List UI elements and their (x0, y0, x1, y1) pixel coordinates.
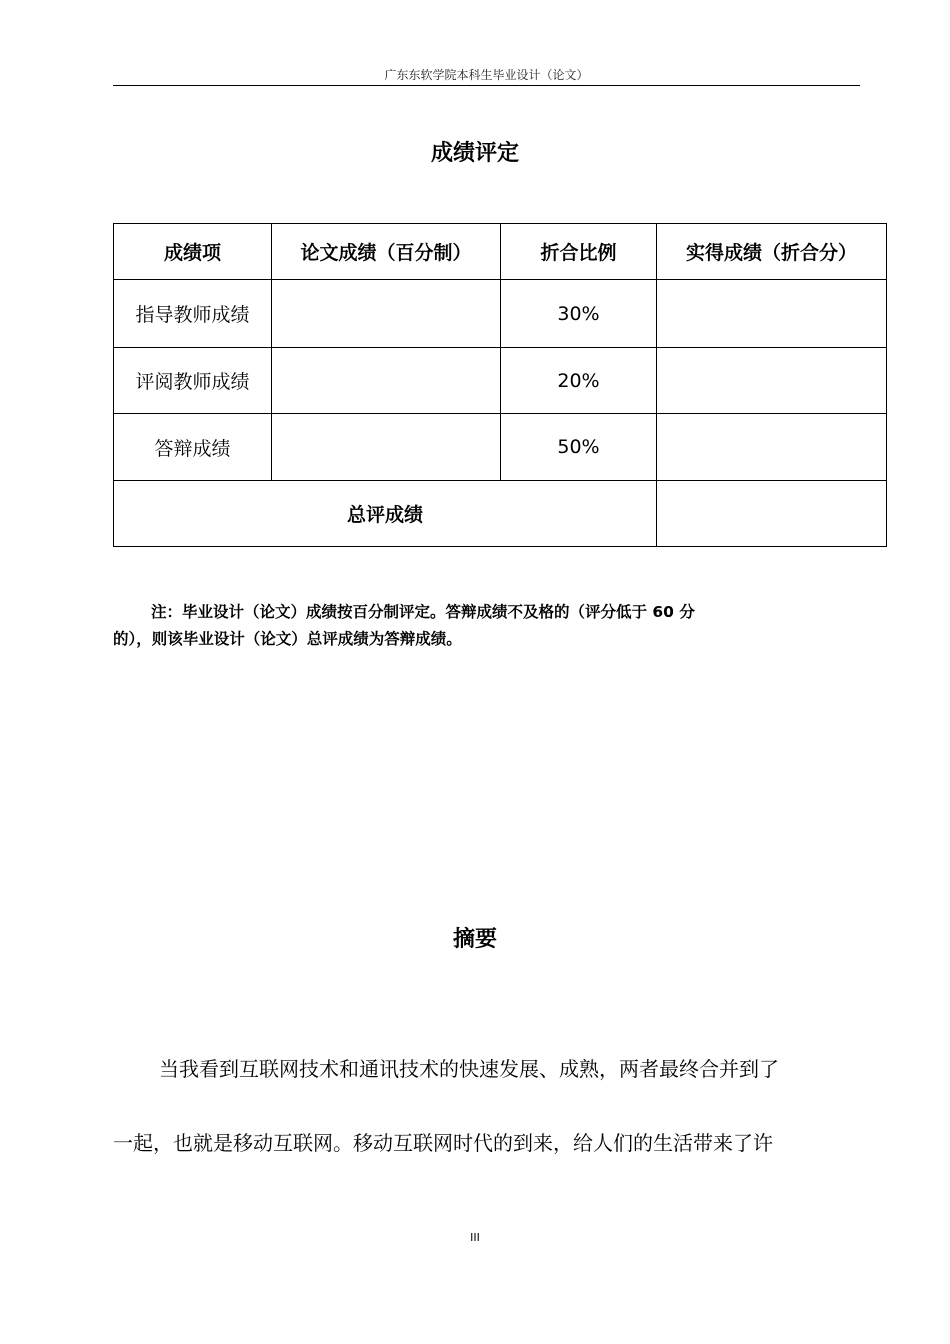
row-score (272, 348, 501, 414)
row-item: 答辩成绩 (114, 414, 272, 481)
row-item: 评阅教师成绩 (114, 348, 272, 414)
table-row (114, 280, 887, 348)
total-value (657, 481, 887, 547)
table-row (114, 348, 887, 414)
abstract-title: 摘要 (452, 927, 497, 952)
note-line-2: 的），则该毕业设计（论文）总评成绩为答辩成绩。 (113, 630, 462, 648)
header-rule (113, 85, 860, 86)
row-ratio: 50% (501, 414, 657, 481)
header-weighted: 实得成绩（折合分） (657, 224, 887, 280)
total-row (114, 481, 887, 547)
row-item: 指导教师成绩 (114, 280, 272, 348)
header-ratio: 折合比例 (501, 224, 657, 280)
row-weighted (657, 414, 887, 481)
row-weighted (657, 280, 887, 348)
row-ratio: 30% (501, 280, 657, 348)
total-label: 总评成绩 (114, 481, 657, 547)
grades-table (113, 223, 887, 547)
row-weighted (657, 348, 887, 414)
note-line-1: 注：毕业设计（论文）成绩按百分制评定。答辩成绩不及格的（评分低于 60 分 (151, 603, 695, 621)
table-row (114, 414, 887, 481)
table-header-row (114, 224, 887, 280)
abstract-line-2: 一起，也就是移动互联网。移动互联网时代的到来，给人们的生活带来了许 (113, 1131, 773, 1155)
abstract-line-1: 当我看到互联网技术和通讯技术的快速发展、成熟，两者最终合并到了 (159, 1057, 779, 1081)
header-score: 论文成绩（百分制） (272, 224, 501, 280)
row-ratio: 20% (501, 348, 657, 414)
grading-note (113, 599, 835, 653)
page-number: III (470, 1231, 480, 1244)
header-item: 成绩项 (114, 224, 272, 280)
row-score (272, 414, 501, 481)
row-score (272, 280, 501, 348)
grades-title: 成绩评定 (430, 141, 519, 166)
page-header: 广东东软学院本科生毕业设计（论文） (384, 68, 589, 82)
